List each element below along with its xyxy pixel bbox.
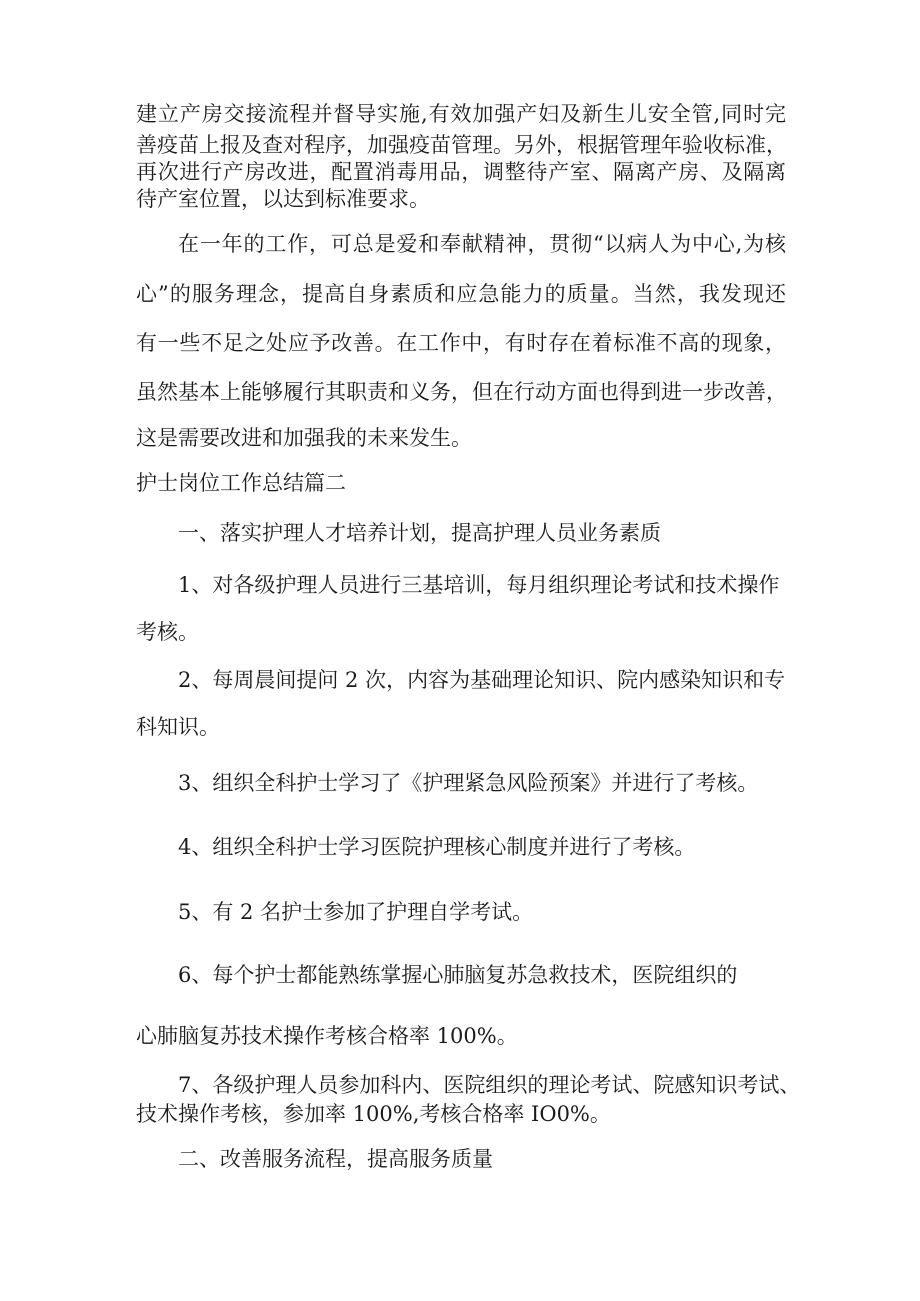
summary-line-3: 有一些不足之处应予改善。在工作中，有时存在着标准不高的现象，	[136, 331, 786, 355]
intro-line-1: 建立产房交接流程并督导实施,有效加强产妇及新生儿安全管,同时完	[136, 102, 786, 126]
item-6-line-1: 6、每个护士都能熟练掌握心肺脑复苏急救技术，医院组织的	[178, 963, 738, 987]
item-7-line-1: 7、各级护理人员参加科内、医院组织的理论考试、院感知识考试、	[178, 1073, 801, 1097]
intro-line-4: 待产室位置，以达到标准要求。	[136, 187, 430, 211]
item-1-line-2: 考核。	[136, 620, 199, 644]
summary-line-2: 心”的服务理念，提高自身素质和应急能力的质量。当然，我发现还	[136, 282, 786, 306]
item-4: 4、组织全科护士学习医院护理核心制度并进行了考核。	[178, 835, 696, 859]
summary-line-1: 在一年的工作，可总是爱和奉献精神，贯彻“以病人为中心,为核	[178, 232, 786, 256]
item-6-line-2: 心肺脑复苏技术操作考核合格率 100%。	[136, 1024, 518, 1048]
item-2-line-2: 科知识。	[136, 715, 220, 739]
heading-two: 二、改善服务流程，提高服务质量	[178, 1147, 493, 1171]
section-title: 护士岗位工作总结篇二	[136, 471, 346, 495]
summary-line-4: 虽然基本上能够履行其职责和义务，但在行动方面也得到进一步改善，	[136, 380, 787, 404]
item-7-line-2: 技术操作考核，参加率 100%,考核合格率 IO0%。	[136, 1102, 611, 1126]
intro-line-2: 善疫苗上报及查对程序，加强疫苗管理。另外，根据管理年验收标准，	[136, 133, 787, 157]
summary-line-5: 这是需要改进和加强我的未来发生。	[136, 426, 472, 450]
item-3: 3、组织全科护士学习了《护理紧急风险预案》并进行了考核。	[178, 771, 759, 795]
intro-line-3: 再次进行产房改进，配置消毒用品，调整待产室、隔离产房、及隔离	[136, 160, 786, 184]
heading-one: 一、落实护理人才培养计划，提高护理人员业务素质	[178, 521, 661, 545]
item-1-line-1: 1、对各级护理人员进行三基培训，每月组织理论考试和技术操作	[178, 573, 780, 597]
item-5: 5、有 2 名护士参加了护理自学考试。	[178, 900, 534, 924]
item-2-line-1: 2、每周晨间提问 2 次，内容为基础理论知识、院内感染知识和专	[178, 668, 786, 692]
